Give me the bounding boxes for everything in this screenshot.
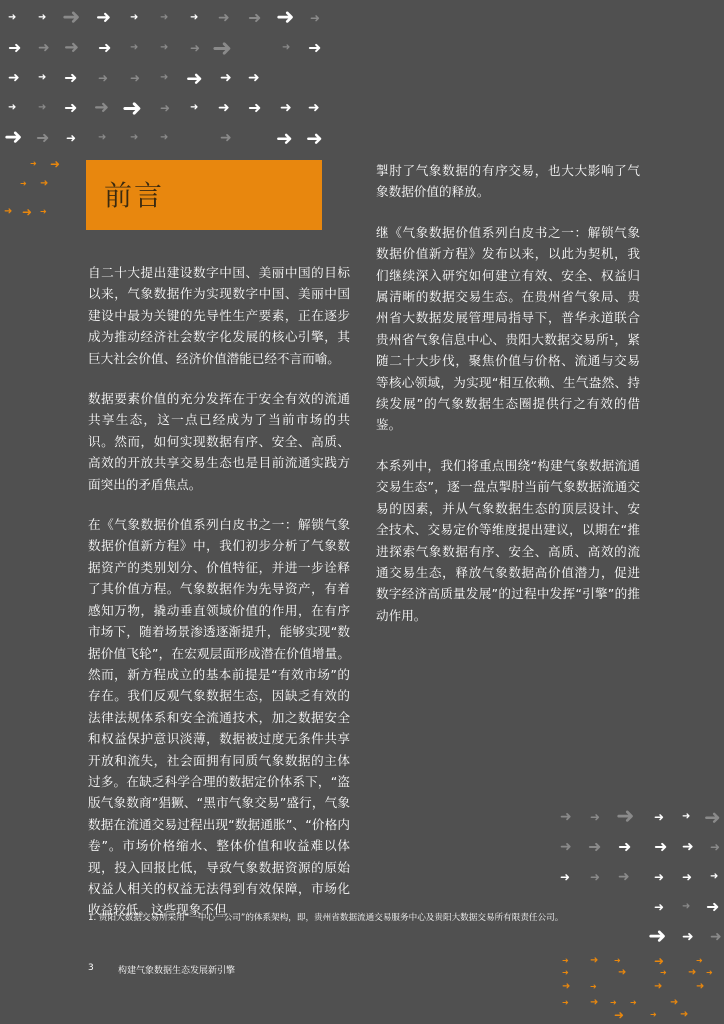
arrow-right-icon: ➜: [282, 42, 291, 53]
arrow-right-icon: ➜: [590, 982, 597, 991]
arrow-right-icon: ➜: [654, 981, 663, 992]
arrow-right-icon: ➜: [560, 809, 572, 825]
arrow-right-icon: ➜: [8, 38, 22, 57]
arrow-right-icon: ➜: [616, 804, 635, 829]
running-title: 构建气象数据生态发展新引擎: [118, 966, 236, 976]
arrow-right-icon: ➜: [276, 126, 293, 150]
arrow-right-icon: ➜: [310, 11, 321, 25]
arrow-right-icon: ➜: [680, 1009, 689, 1020]
arrow-right-icon: ➜: [618, 967, 627, 978]
arrow-right-icon: ➜: [308, 100, 320, 116]
arrow-right-icon: ➜: [160, 72, 169, 83]
arrow-right-icon: ➜: [130, 12, 139, 23]
arrow-right-icon: ➜: [220, 130, 232, 146]
arrow-right-icon: ➜: [562, 956, 569, 965]
arrow-right-icon: ➜: [696, 981, 705, 992]
arrow-right-icon: ➜: [280, 100, 292, 116]
arrow-right-icon: ➜: [688, 967, 697, 978]
arrow-right-icon: ➜: [130, 42, 139, 53]
arrow-right-icon: ➜: [654, 870, 665, 884]
paragraph: 在《气象数据价值系列白皮书之一：解锁气象数据价值新方程》中，我们初步分析了气象数据资产的类别划分、价值特征，并进一步诠释了其价值方程。气象数据作为先导资产，有着感知万物，撬动垂直领域价值的作用，在有序市场下，随着场景渗透逐渐提升，能够实现“数据价值飞轮”，在宏观层面形成潜在价值增量。然而，新方程成立的基本前提是“有效市场”的存在。我们反观气象数据生态，因缺乏有效的法律法规体系和安全流通技术，加之数据安全和权益保护意识淡薄，数据被过度无条件共享开放和流失，社会面拥有同质气象数据的主体过多。在缺乏科学合理的数据定价体系下，“盗版气象数商”猖獗、“黑市气象交易”盛行，气象数据在流通交易过程出现“数据通胀”、“价格内卷”。市场价格缩水、整体价值和收益难以体现，投入回报比低，导致气象数据资源的原始权益人相关的权益无法得到有效保障，市场化收益较低。这些现象不但: [88, 517, 350, 918]
arrow-right-icon: ➜: [648, 924, 667, 949]
arrow-right-icon: ➜: [588, 837, 602, 856]
arrow-right-icon: ➜: [306, 126, 323, 150]
arrow-right-icon: ➜: [66, 131, 77, 145]
arrow-right-icon: ➜: [590, 955, 599, 966]
arrow-right-icon: ➜: [590, 810, 601, 824]
arrow-right-icon: ➜: [38, 12, 47, 23]
arrow-right-icon: ➜: [22, 205, 33, 219]
arrow-right-icon: ➜: [562, 968, 569, 977]
arrow-right-icon: ➜: [98, 38, 112, 57]
arrow-right-icon: ➜: [160, 132, 169, 143]
arrow-right-icon: ➜: [218, 100, 230, 116]
arrow-right-icon: ➜: [670, 997, 679, 1008]
arrow-right-icon: ➜: [660, 968, 667, 977]
arrow-right-icon: ➜: [186, 66, 203, 90]
arrow-right-icon: ➜: [160, 42, 169, 53]
arrow-right-icon: ➜: [682, 811, 691, 822]
arrow-right-icon: ➜: [630, 998, 637, 1007]
arrow-right-icon: ➜: [682, 901, 691, 912]
arrow-right-icon: ➜: [190, 12, 199, 23]
arrow-right-icon: ➜: [160, 12, 169, 23]
arrow-right-icon: ➜: [682, 870, 693, 884]
arrow-right-icon: ➜: [248, 70, 260, 86]
page-title: 前言: [104, 179, 165, 212]
arrow-right-icon: ➜: [654, 810, 665, 824]
arrow-right-icon: ➜: [98, 71, 109, 85]
arrow-right-icon: ➜: [248, 8, 262, 27]
bottom-right-arrow-pattern: [550, 795, 724, 1024]
arrow-right-icon: ➜: [130, 71, 141, 85]
arrow-right-icon: ➜: [94, 97, 110, 118]
arrow-right-icon: ➜: [40, 178, 49, 189]
arrow-right-icon: ➜: [220, 70, 232, 86]
arrow-right-icon: ➜: [98, 132, 107, 143]
paragraph: 继《气象数据价值系列白皮书之一：解锁气象数据价值新方程》发布以来，以此为契机，我们继续深入研究如何建立有效、安全、权益归属清晰的数据交易生态。在贵州省气象局、贵州省大数据发展管理局指导下，普华永道联合贵州省气象信息中心、贵阳大数据交易所¹，紧随二十大步伐，聚焦价值与价格、流通与交易等核心领域，为实现“相互依赖、生气盎然、持续发展”的气象数据生态圈提供行之有效的借鉴。: [376, 224, 640, 433]
arrow-right-icon: ➜: [30, 159, 37, 168]
arrow-right-icon: ➜: [276, 5, 295, 30]
arrow-right-icon: ➜: [40, 207, 47, 216]
arrow-right-icon: ➜: [36, 128, 50, 147]
arrow-right-icon: ➜: [618, 869, 630, 885]
arrow-right-icon: ➜: [610, 998, 617, 1007]
arrow-right-icon: ➜: [710, 929, 722, 945]
arrow-right-icon: ➜: [8, 70, 20, 86]
footnote: 1. 贵阳大数据交易所采用“一中心一公司”的体系架构，即，贵州省数据流通交易服务中心及贵阳大数据交易所有限责任公司。: [88, 913, 564, 923]
arrow-right-icon: ➜: [682, 839, 694, 855]
arrow-right-icon: ➜: [64, 68, 78, 87]
arrow-right-icon: ➜: [654, 900, 665, 914]
arrow-right-icon: ➜: [20, 179, 27, 188]
arrow-right-icon: ➜: [8, 102, 17, 113]
arrow-right-icon: ➜: [4, 206, 13, 217]
arrow-right-icon: ➜: [654, 954, 665, 968]
arrow-right-icon: ➜: [218, 10, 230, 26]
right-column: [376, 160, 640, 645]
arrow-right-icon: ➜: [562, 998, 569, 1007]
arrow-right-icon: ➜: [212, 34, 233, 62]
arrow-right-icon: ➜: [710, 871, 719, 882]
arrow-right-icon: ➜: [96, 7, 112, 28]
arrow-right-icon: ➜: [710, 840, 721, 854]
arrow-right-icon: ➜: [590, 870, 601, 884]
arrow-right-icon: ➜: [650, 1010, 657, 1019]
arrow-right-icon: ➜: [64, 37, 80, 58]
arrow-right-icon: ➜: [248, 98, 262, 117]
arrow-right-icon: ➜: [62, 5, 81, 30]
arrow-right-icon: ➜: [190, 102, 199, 113]
arrow-right-icon: ➜: [560, 870, 571, 884]
arrow-right-icon: ➜: [654, 837, 668, 856]
heading-banner: [86, 160, 322, 230]
arrow-right-icon: ➜: [38, 102, 47, 113]
arrow-right-icon: ➜: [682, 929, 694, 945]
arrow-right-icon: ➜: [160, 101, 171, 115]
arrow-right-icon: ➜: [190, 41, 201, 55]
arrow-right-icon: ➜: [590, 997, 599, 1008]
page-number: 3: [88, 963, 94, 973]
left-column: [88, 262, 350, 940]
arrow-right-icon: ➜: [308, 38, 322, 57]
arrow-right-icon: ➜: [8, 12, 17, 23]
arrow-right-icon: ➜: [64, 98, 78, 117]
paragraph: 数据要素价值的充分发挥在于安全有效的流通共享生态，这一点已经成为了当前市场的共识。然而，如何实现数据有序、安全、高质、高效的开放共享交易生态也是目前流通实践方面突出的矛盾焦点。: [88, 391, 350, 492]
arrow-right-icon: ➜: [50, 157, 61, 171]
paragraph: 自二十大提出建设数字中国、美丽中国的目标以来，气象数据作为实现数字中国、美丽中国建设中最为关键的先导性生产要素，正在逐步成为推动经济社会数字化发展的核心引擎，其巨大社会价值、经济价值潜能已经不言而喻。: [88, 265, 350, 366]
arrow-right-icon: ➜: [706, 897, 720, 916]
arrow-right-icon: ➜: [562, 981, 571, 992]
arrow-right-icon: ➜: [38, 40, 50, 56]
paragraph: 本系列中，我们将重点围绕“构建气象数据流通交易生态”，逐一盘点掣肘当前气象数据流通交易的因素，并从气象数据生态的顶层设计、安全技术、交易定价等维度提出建议，以期在“推进探索气象数据有序、安全、高质、高效的流通交易生态，释放气象数据高价值潜力，促进数字经济高质量发展”的过程中发挥“引擎”的推动作用。: [376, 457, 640, 623]
paragraph: 掣肘了气象数据的有序交易，也大大影响了气象数据价值的释放。: [376, 163, 640, 200]
arrow-right-icon: ➜: [704, 805, 721, 829]
arrow-right-icon: ➜: [130, 132, 139, 143]
arrow-right-icon: ➜: [4, 125, 23, 150]
arrow-right-icon: ➜: [618, 837, 632, 856]
arrow-right-icon: ➜: [38, 72, 47, 83]
arrow-right-icon: ➜: [696, 956, 703, 965]
arrow-right-icon: ➜: [614, 956, 621, 965]
arrow-right-icon: ➜: [122, 94, 143, 122]
arrow-right-icon: ➜: [614, 1008, 625, 1022]
arrow-right-icon: ➜: [560, 839, 572, 855]
arrow-right-icon: ➜: [706, 968, 713, 977]
